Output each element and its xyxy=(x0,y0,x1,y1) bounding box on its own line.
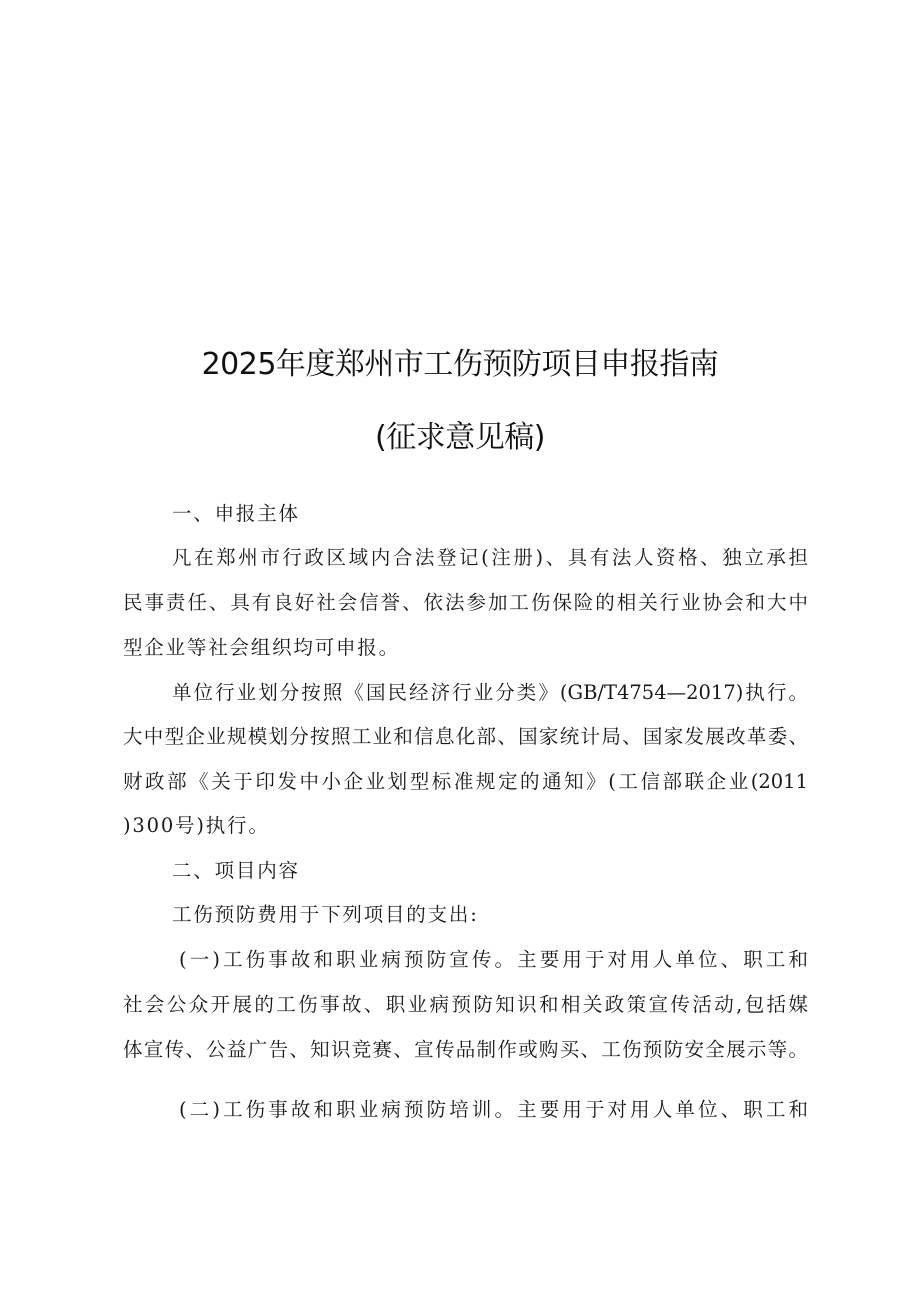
paragraph-line: 民事责任、具有良好社会信誉、依法参加工伤保险的相关行业协会和大中 xyxy=(123,591,808,614)
paragraph-line: 型企业等社会组织均可申报。 xyxy=(123,636,400,659)
paragraph-line: 凡在郑州市行政区域内合法登记(注册)、具有法人资格、独立承担 xyxy=(172,546,808,569)
paragraph-line: )300号)执行。 xyxy=(123,814,270,837)
document-title: 2025年度郑州市工伤预防项目申报指南 xyxy=(201,347,719,382)
paragraph-line: 工伤预防费用于下列项目的支出: xyxy=(172,903,479,926)
paragraph-line: 大中型企业规模划分按照工业和信息化部、国家统计局、国家发展改革委、 xyxy=(123,725,808,748)
paragraph-line: 单位行业划分按照《国民经济行业分类》(GB/T4754—2017)执行。 xyxy=(172,681,808,704)
paragraph-line: 财政部《关于印发中小企业划型标准规定的通知》(工信部联企业(2011 xyxy=(123,770,808,793)
section-heading-applicant: 一、申报主体 xyxy=(172,502,300,525)
section-heading-content: 二、项目内容 xyxy=(172,859,300,882)
paragraph-line: (二)工伤事故和职业病预防培训。主要用于对用人单位、职工和 xyxy=(179,1098,808,1121)
paragraph-line: 体宣传、公益广告、知识竞赛、宣传品制作或购买、工伤预防安全展示等。 xyxy=(123,1038,808,1061)
paragraph-line: (一)工伤事故和职业病预防宣传。主要用于对用人单位、职工和 xyxy=(179,948,808,971)
paragraph-line: 社会公众开展的工伤事故、职业病预防知识和相关政策宣传活动,包括媒 xyxy=(123,993,808,1016)
document-subtitle: (征求意见稿) xyxy=(375,420,545,455)
